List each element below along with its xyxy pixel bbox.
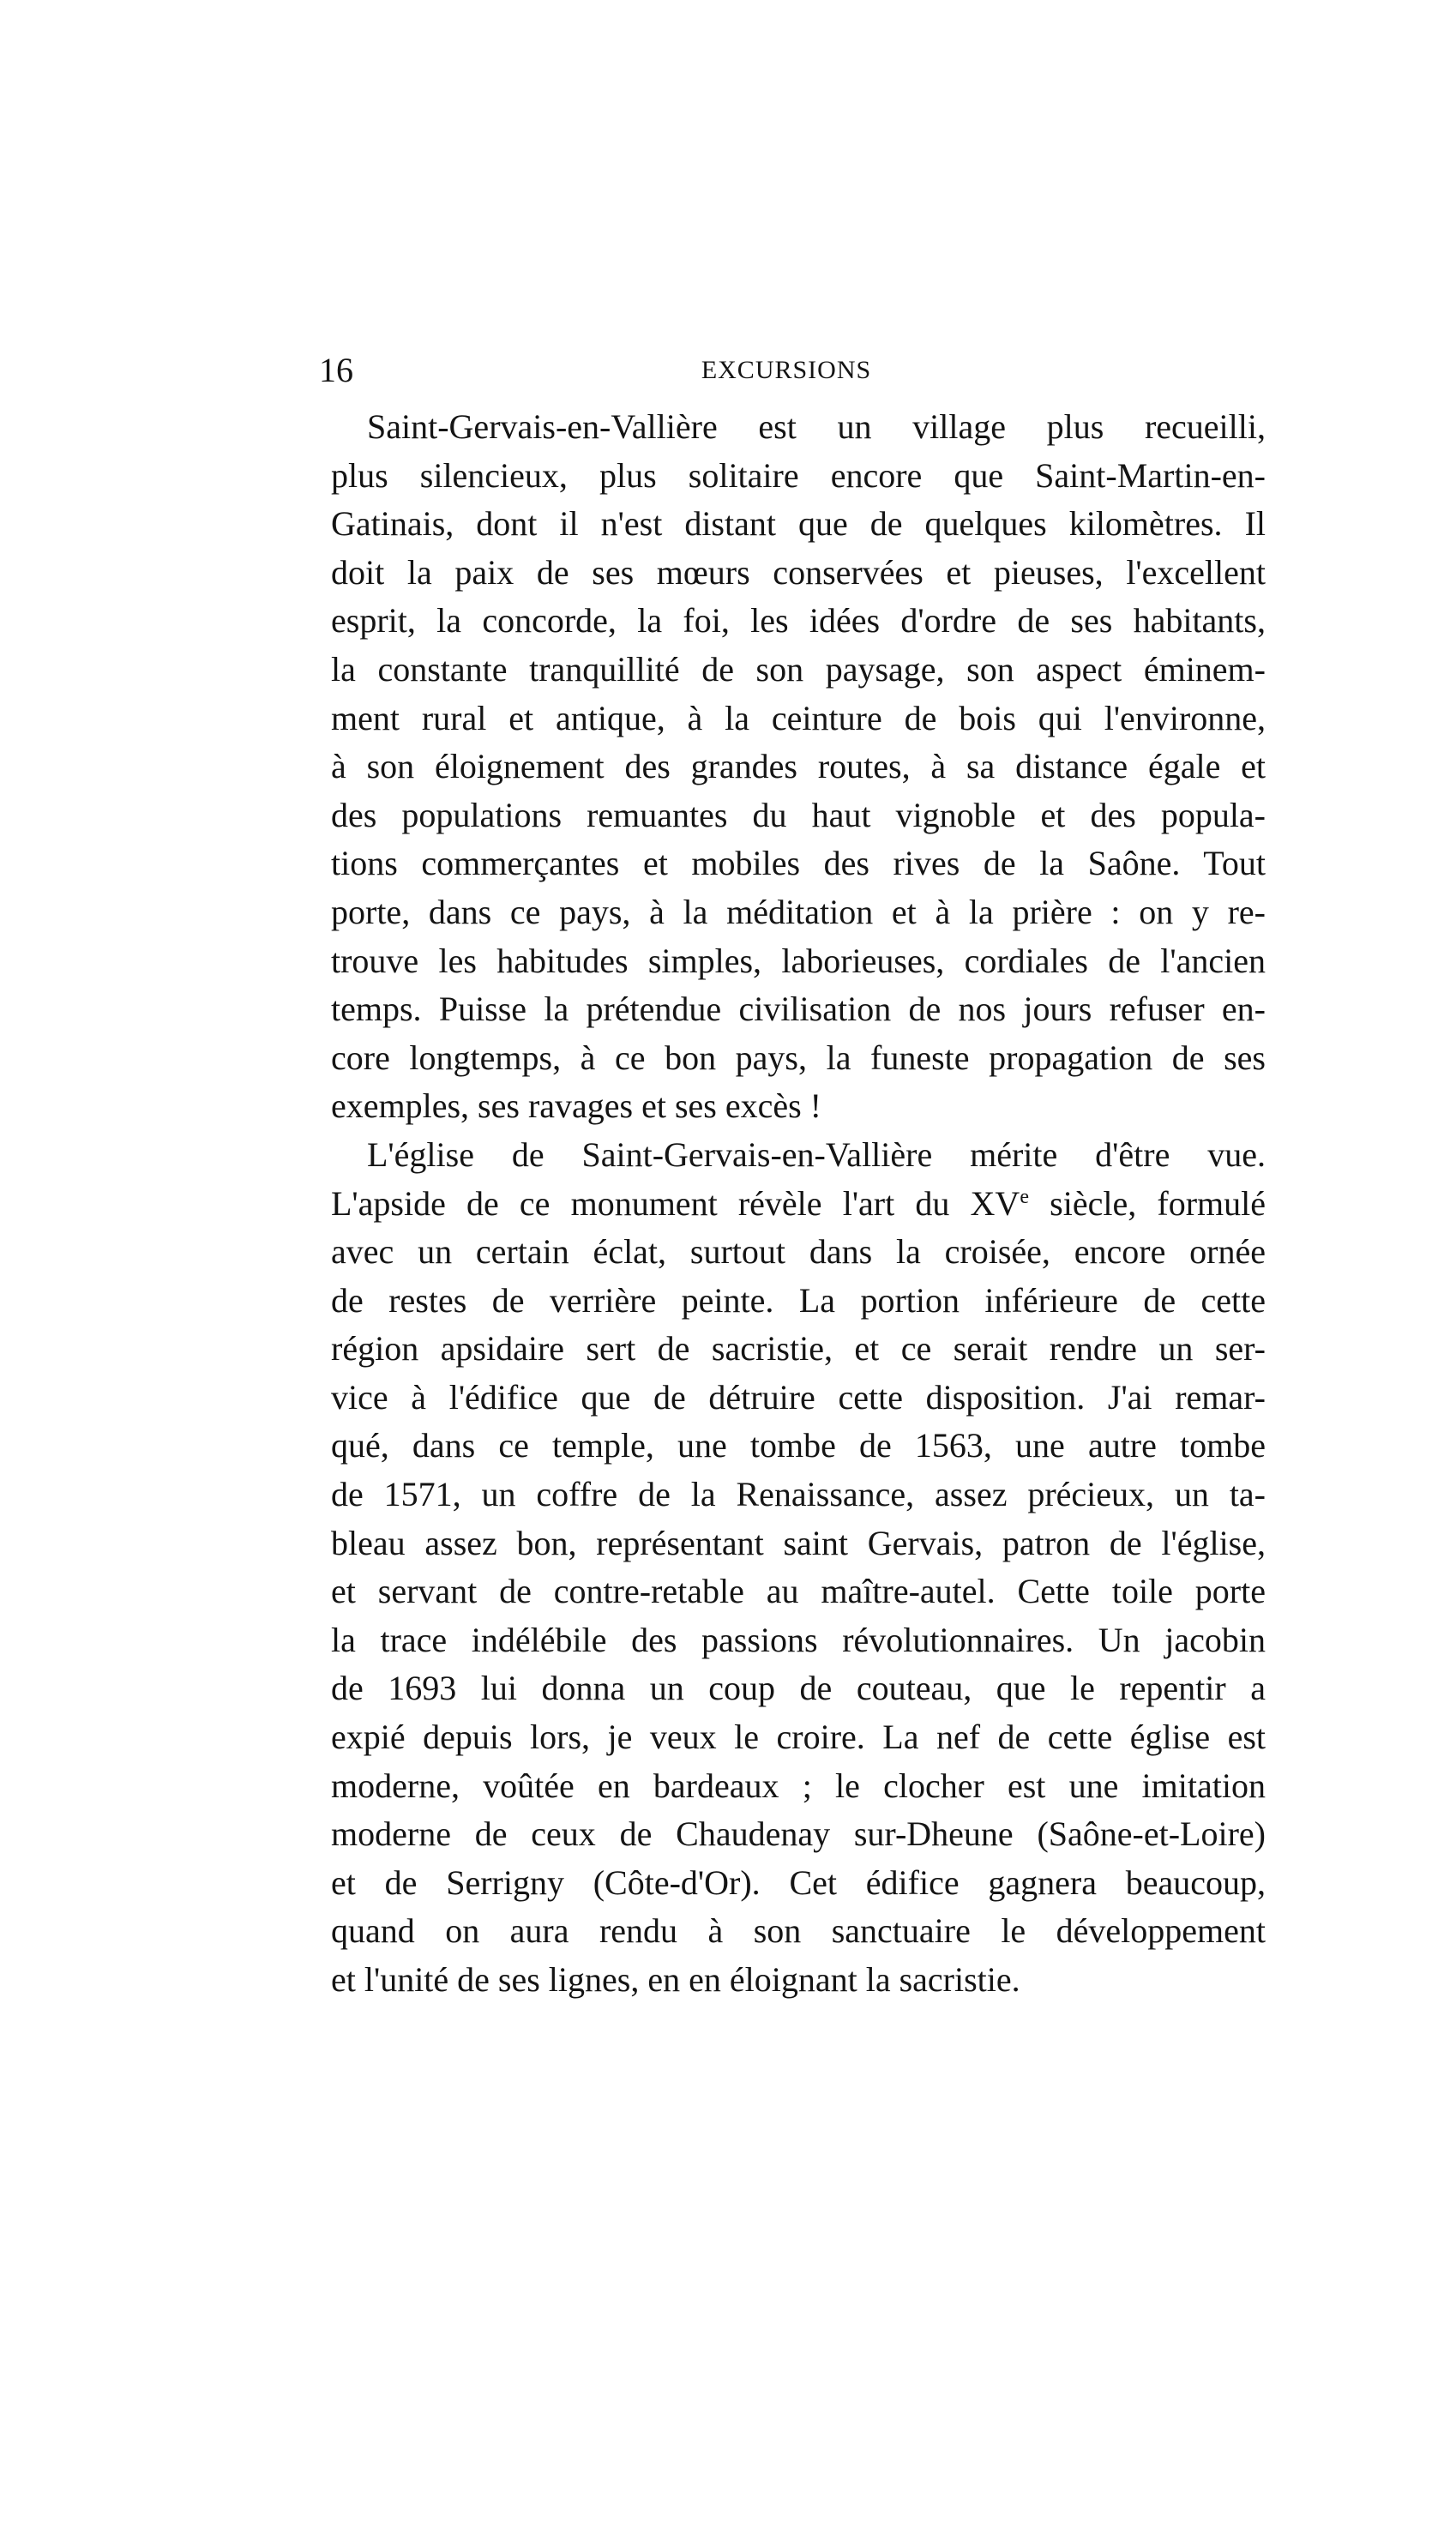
running-head (319, 346, 1254, 394)
text-line: Saint-Gervais-en-Vallière est un village plus recueilli, (367, 407, 1266, 446)
body-text (331, 403, 1266, 2005)
text-line: quand on aura rendu à son sanctuaire le développement (331, 1911, 1266, 1951)
text-line-tail: siècle, formulé (1028, 1183, 1266, 1223)
text-line: à son éloignement des grandes routes, à sa distance égale et (331, 747, 1266, 786)
text-line: et servant de contre-retable au maître-autel. Cette toile porte (331, 1572, 1266, 1611)
text-line: de restes de verrière peinte. La portion inférieure de cette (331, 1280, 1266, 1320)
text-line: trouve les habitudes simples, laborieuses, cordiales de l'ancien (331, 941, 1266, 980)
text-line: plus silencieux, plus solitaire encore que Saint-Martin-en- (331, 455, 1266, 495)
text-line: temps. Puisse la prétendue civilisation de nos jours refuser en- (331, 990, 1266, 1029)
text-line: moderne de ceux de Chaudenay sur-Dheune (Saône-et-Loire) (331, 1814, 1266, 1854)
text-line: exemples, ses ravages et ses excès ! (331, 1086, 821, 1126)
page-number: 16 (319, 351, 353, 389)
paragraph-1 (331, 403, 1266, 1131)
running-title: EXCURSIONS (701, 356, 872, 384)
text-line-with-superscript (331, 1180, 1266, 1229)
text-line: des populations remuantes du haut vignoble et des popula- (331, 795, 1266, 834)
text-line: ment rural et antique, à la ceinture de bois qui l'environne, (331, 698, 1266, 737)
text-line: région apsidaire sert de sacristie, et ce serait rendre un ser- (331, 1329, 1266, 1369)
text-line: de 1693 lui donna un coup de couteau, que le repentir a (331, 1669, 1266, 1708)
text-line: esprit, la concorde, la foi, les idées d'ordre de ses habitants, (331, 601, 1266, 641)
text-line: la constante tranquillité de son paysage, son aspect éminem- (331, 649, 1266, 689)
text-line: L'église de Saint-Gervais-en-Vallière mérite d'être vue. (367, 1134, 1266, 1174)
superscript: e (1020, 1185, 1029, 1208)
text-line: moderne, voûtée en bardeaux ; le clocher est une imitation (331, 1766, 1266, 1805)
text-line: Gatinais, dont il n'est distant que de quelques kilomètres. Il (331, 504, 1266, 544)
text-line: core longtemps, à ce bon pays, la funeste propagation de ses (331, 1038, 1266, 1077)
text-line-head: L'apside de ce monument révèle l'art du XV (331, 1183, 1020, 1223)
text-line: doit la paix de ses mœurs conservées et pieuses, l'excellent (331, 552, 1266, 592)
text-line: tions commerçantes et mobiles des rives de la Saône. Tout (331, 844, 1266, 883)
text-line: et l'unité de ses lignes, en en éloignant la sacristie. (331, 1960, 1020, 1999)
text-line: la trace indélébile des passions révolutionnaires. Un jacobin (331, 1620, 1266, 1659)
text-line: porte, dans ce pays, à la méditation et à la prière : on y re- (331, 892, 1266, 931)
text-line: et de Serrigny (Côte-d'Or). Cet édifice gagnera beaucoup, (331, 1862, 1266, 1902)
text-line: de 1571, un coffre de la Renaissance, assez précieux, un ta- (331, 1475, 1266, 1514)
text-line: vice à l'édifice que de détruire cette disposition. J'ai remar- (331, 1377, 1266, 1417)
text-line: qué, dans ce temple, une tombe de 1563, une autre tombe (331, 1426, 1266, 1465)
paragraph-2 (331, 1131, 1266, 2005)
text-line: avec un certain éclat, surtout dans la croisée, encore ornée (331, 1232, 1266, 1272)
text-line: expié depuis lors, je veux le croire. La nef de cette église est (331, 1718, 1266, 1757)
text-line: bleau assez bon, représentant saint Gervais, patron de l'église, (331, 1523, 1266, 1562)
